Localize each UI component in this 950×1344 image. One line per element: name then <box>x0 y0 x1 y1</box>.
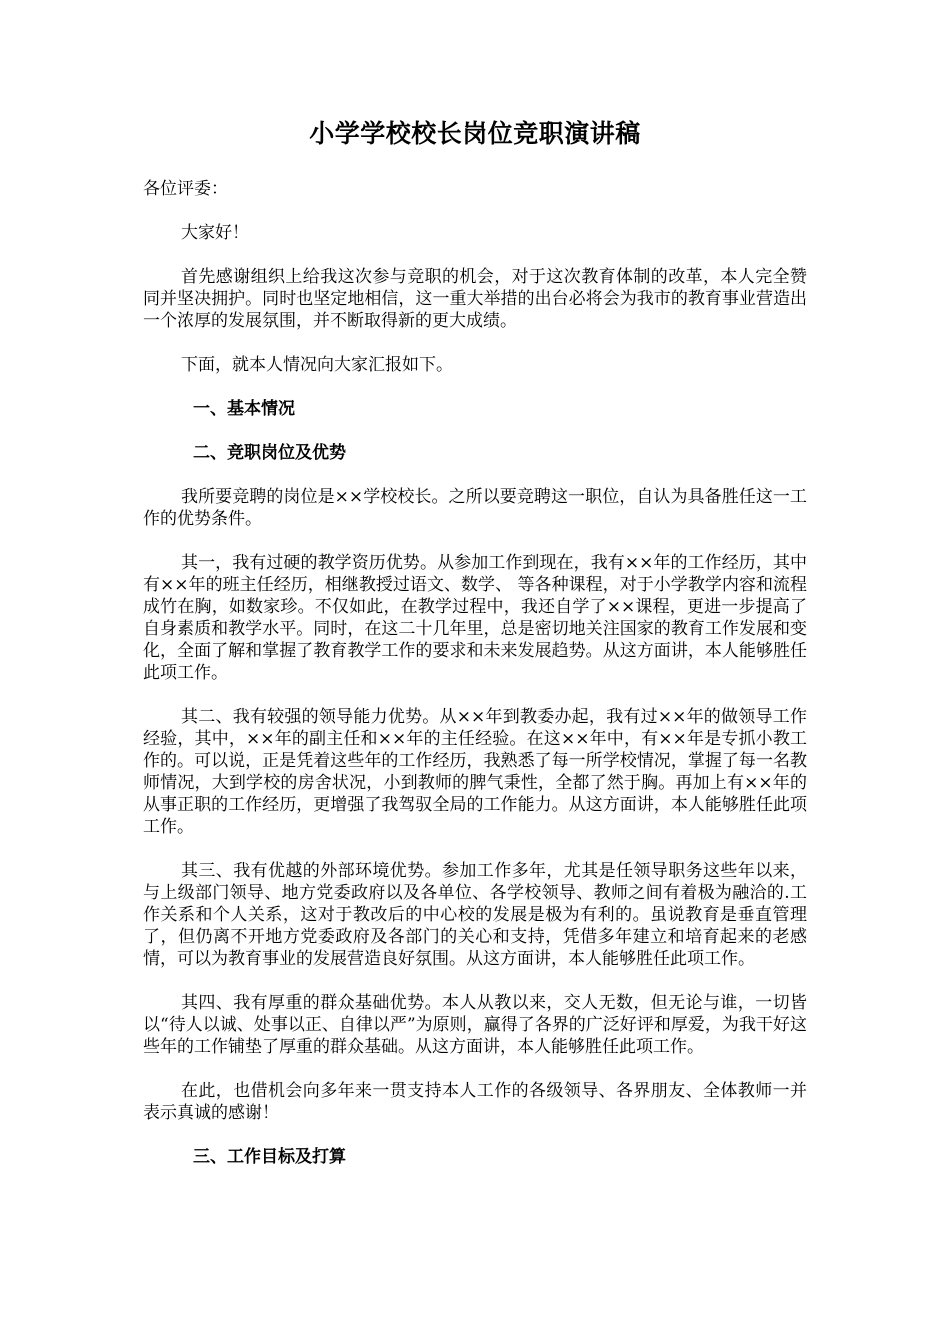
section-heading-goals-plans: 三、工作目标及打算 <box>193 1147 346 1167</box>
advantage-paragraph-1: 其一，我有过硬的教学资历优势。从参加工作到现在，我有××年的工作经历，其中有××年的班主任经历，相继教授过语文、数学、 等各种课程，对于小学教学内容和流程成竹在胸，如数家珍。不仅如此，在教学过程中，我还自学了××课程，更进一步提高了自身素质和教学水平。同时，在这二十几年里，总是密切地关注国家的教育工作发展和变化，全面了解和掌握了教育教学工作的要求和未来发展趋势。从这方面讲，本人能够胜任此项工作。 <box>143 553 807 683</box>
document-body <box>143 112 807 1190</box>
section-heading-basic-info: 一、基本情况 <box>193 399 295 419</box>
document-title: 小学学校校长岗位竞职演讲稿 <box>309 119 641 148</box>
advantage-paragraph-2: 其二、我有较强的领导能力优势。从××年到教委办起，我有过××年的做领导工作经验，其中，××年的副主任和××年的主任经验。在这××年中，有××年是专抓小教工作的。可以说，正是凭着这些年的工作经历，我熟悉了每一所学校情况，掌握了每一名教师情况，大到学校的房舍状况，小到教师的脾气秉性，全都了然于胸。再加上有××年的从事正职的工作经历，更增强了我驾驭全局的工作能力。从这方面讲，本人能够胜任此项工作。 <box>143 707 807 837</box>
advantage-paragraph-4: 其四、我有厚重的群众基础优势。本人从教以来，交人无数，但无论与谁，一切皆以“待人以诚、处事以正、自律以严”为原则，赢得了各界的广泛好评和厚爱，为我干好这些年的工作铺垫了厚重的群众基础。从这方面讲，本人能够胜任此项工作。 <box>143 993 807 1057</box>
intro-paragraph: 首先感谢组织上给我这次参与竞职的机会，对于这次教育体制的改革，本人完全赞同并坚决拥护。同时也坚定地相信，这一重大举措的出台必将会为我市的教育事业营造出一个浓厚的发展氛围，并不断取得新的更大成绩。 <box>143 267 807 331</box>
salutation: 各位评委： <box>143 179 228 199</box>
greeting: 大家好！ <box>181 223 249 243</box>
report-line: 下面，就本人情况向大家汇报如下。 <box>181 355 453 375</box>
thanks-paragraph: 在此，也借机会向多年来一贯支持本人工作的各级领导、各界朋友、全体教师一并表示真诚的感谢！ <box>143 1081 807 1123</box>
advantage-paragraph-3: 其三、我有优越的外部环境优势。参加工作多年，尤其是任领导职务这些年以来，与上级部门领导、地方党委政府以及各单位、各学校领导、教师之间有着极为融洽的.工作关系和个人关系，这对于教改后的中心校的发展是极为有利的。虽说教育是垂直管理了，但仍离不开地方党委政府及各部门的关心和支持，凭借多年建立和培育起来的老感情，可以为教育事业的发展营造良好氛围。从这方面讲，本人能够胜任此项工作。 <box>143 861 807 969</box>
section-heading-position-advantages: 二、竞职岗位及优势 <box>193 443 346 463</box>
position-paragraph: 我所要竞聘的岗位是××学校校长。之所以要竞聘这一职位，自认为具备胜任这一工作的优势条件。 <box>143 487 807 529</box>
